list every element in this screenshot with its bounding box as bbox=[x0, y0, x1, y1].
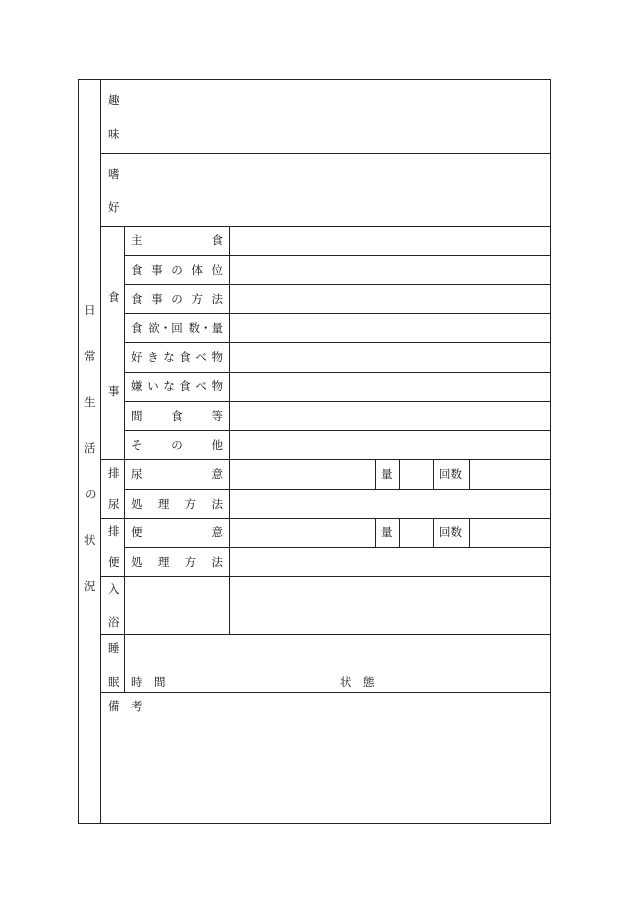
sleep-time-label: 時 間 bbox=[131, 675, 166, 689]
cell-divider bbox=[433, 459, 434, 489]
bathing-label-char: 入 bbox=[108, 582, 120, 596]
meal-row-label: 嫌 い な 食 べ 物 bbox=[131, 379, 223, 393]
section-title-char: 活 bbox=[84, 441, 96, 455]
border-right bbox=[550, 79, 551, 824]
urination-method-label: 処 理 方 法 bbox=[131, 497, 223, 511]
meal-likes-field[interactable] bbox=[230, 343, 550, 372]
meal-dislikes-field[interactable] bbox=[230, 373, 550, 401]
defecation-urge-label: 便 意 bbox=[131, 525, 223, 539]
urination-count-label: 回数 bbox=[439, 467, 462, 481]
sleep-label-char: 睡 bbox=[108, 641, 120, 655]
remarks-label: 備 考 bbox=[108, 699, 143, 713]
preferences-field[interactable] bbox=[125, 154, 550, 226]
cell-divider bbox=[433, 518, 434, 547]
section-title-char: の bbox=[85, 487, 97, 501]
meal-posture-field[interactable] bbox=[230, 256, 550, 284]
section-divider bbox=[100, 79, 101, 824]
meal-row-label: 食 事 の 体 位 bbox=[131, 263, 223, 277]
meal-label-char: 食 bbox=[108, 290, 120, 304]
hobbies-label-char: 趣 bbox=[108, 93, 120, 107]
meal-other-field[interactable] bbox=[230, 431, 550, 459]
sleep-state-label: 状 態 bbox=[340, 675, 375, 689]
urination-label-char: 排 bbox=[108, 466, 120, 480]
sleep-field[interactable] bbox=[125, 635, 550, 692]
cell-divider bbox=[375, 518, 376, 547]
urination-label-char: 尿 bbox=[108, 497, 120, 511]
divider-sleep bbox=[100, 692, 551, 693]
meal-label-char: 事 bbox=[108, 384, 120, 398]
bathing-label-char: 浴 bbox=[108, 615, 120, 629]
meal-row-label: 好 き な 食 べ 物 bbox=[131, 350, 223, 364]
bathing-field[interactable] bbox=[125, 577, 550, 634]
defecation-count-field[interactable] bbox=[470, 519, 550, 547]
urination-amount-label: 量 bbox=[381, 467, 393, 481]
urination-urge-field[interactable] bbox=[230, 460, 375, 489]
remarks-field[interactable] bbox=[101, 715, 550, 823]
urination-amount-field[interactable] bbox=[400, 460, 433, 489]
urination-count-field[interactable] bbox=[470, 460, 550, 489]
defecation-label-char: 排 bbox=[108, 524, 120, 538]
section-title-char: 常 bbox=[84, 349, 96, 363]
defecation-method-field[interactable] bbox=[230, 548, 550, 576]
daily-life-form bbox=[78, 79, 551, 824]
hobbies-field[interactable] bbox=[125, 80, 550, 153]
sleep-label-char: 眠 bbox=[108, 675, 120, 689]
section-title-char: 生 bbox=[84, 395, 96, 409]
meal-row-label: 主 食 bbox=[131, 233, 223, 247]
meal-method-field[interactable] bbox=[230, 285, 550, 313]
section-title-char: 状 bbox=[84, 533, 96, 547]
preferences-label-char: 嗜 bbox=[108, 167, 120, 181]
section-title-char: 日 bbox=[84, 303, 96, 317]
defecation-count-label: 回数 bbox=[439, 525, 462, 539]
meal-snacks-field[interactable] bbox=[230, 402, 550, 430]
defecation-label-char: 便 bbox=[108, 555, 120, 569]
border-left bbox=[78, 79, 79, 824]
defecation-amount-label: 量 bbox=[381, 525, 393, 539]
meal-staple-field[interactable] bbox=[230, 227, 550, 255]
hobbies-label-char: 味 bbox=[108, 127, 120, 141]
meal-row-label: 食 事 の 方 法 bbox=[131, 292, 223, 306]
meal-appetite-field[interactable] bbox=[230, 314, 550, 342]
preferences-label-char: 好 bbox=[108, 200, 120, 214]
meal-row-label: そ の 他 bbox=[131, 438, 223, 452]
section-title-char: 況 bbox=[84, 579, 96, 593]
meal-row-label: 間 食 等 bbox=[131, 409, 223, 423]
urination-urge-label: 尿 意 bbox=[131, 467, 223, 481]
meal-row-label: 食 欲・回 数・量 bbox=[131, 321, 223, 335]
defecation-amount-field[interactable] bbox=[400, 519, 433, 547]
defecation-urge-field[interactable] bbox=[230, 519, 375, 547]
urination-method-field[interactable] bbox=[230, 490, 550, 518]
cell-divider bbox=[375, 459, 376, 489]
border-bottom bbox=[78, 823, 551, 824]
defecation-method-label: 処 理 方 法 bbox=[131, 555, 223, 569]
